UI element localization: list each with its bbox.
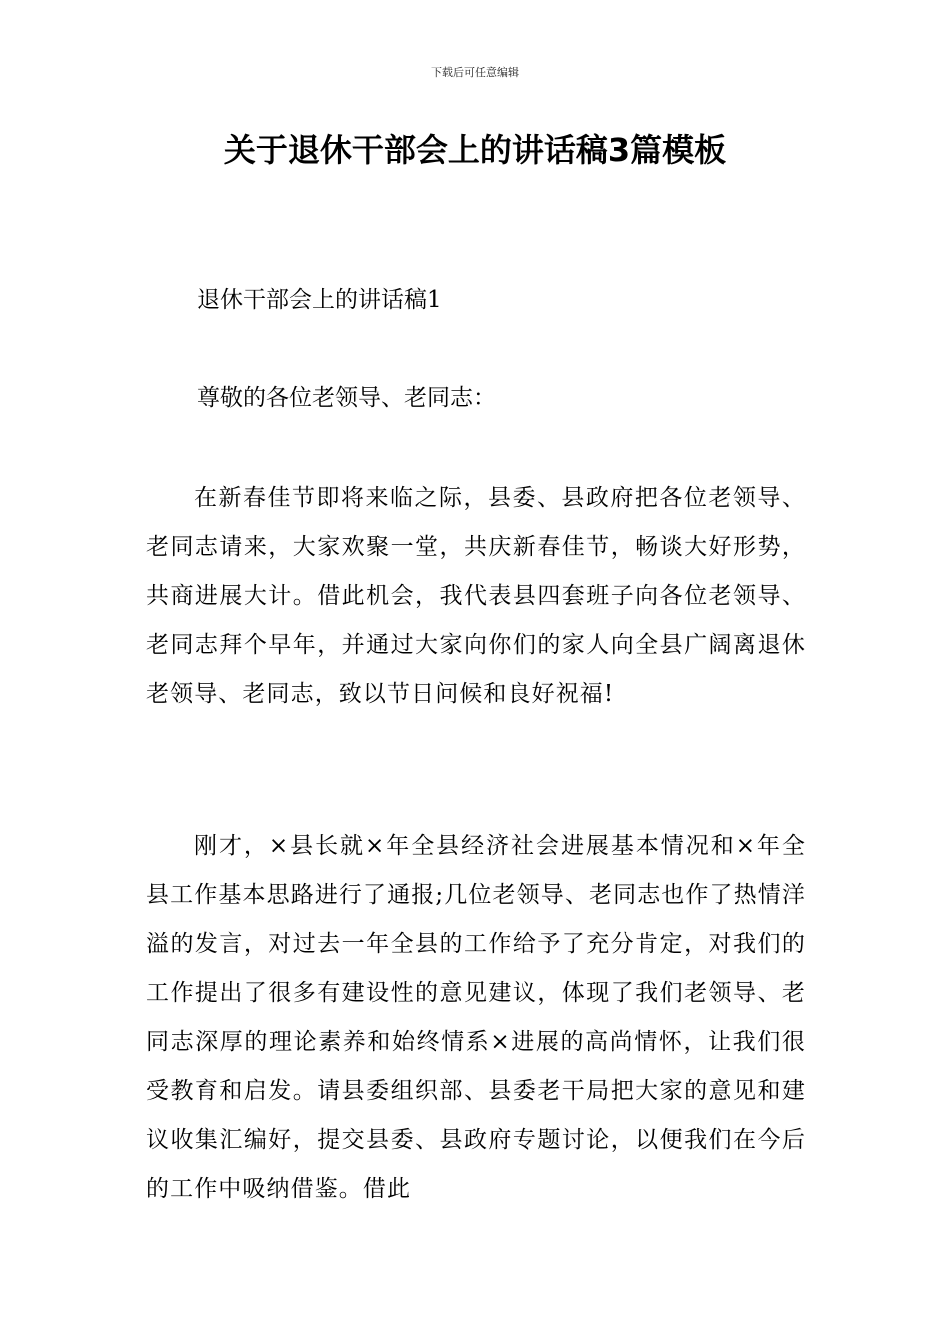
body-paragraph: 在新春佳节即将来临之际，县委、县政府把各位老领导、老同志请来，大家欢聚一堂，共庆新春佳节，畅谈大好形势，共商进展大计。借此机会，我代表县四套班子向各位老领导、老同志拜个早年，并通过大家向你们的家人向全县广阔离退休老领导、老同志，致以节日问候和良好祝福! — [146, 485, 806, 707]
section-heading: 退休干部会上的讲话稿1 — [197, 287, 442, 313]
document-title: 关于退休干部会上的讲话稿3篇模板 — [223, 131, 727, 169]
salutation: 尊敬的各位老领导、老同志： — [197, 385, 496, 411]
body-paragraph: 刚才，×县长就×年全县经济社会进展基本情况和×年全县工作基本思路进行了通报;几位老领导、老同志也作了热情洋溢的发言，对过去一年全县的工作给予了充分肯定，对我们的工作提出了很多有建设性的意见建议，体现了我们老领导、老同志深厚的理论素养和始终情系×进展的高尚情怀，让我们很受教育和启发。请县委组织部、县委老干局把大家的意见和建议收集汇编好，提交县委、县政府专题讨论，以便我们在今后的工作中吸纳借鉴。借此 — [146, 833, 806, 1202]
header-note: 下载后可任意编辑 — [431, 66, 519, 79]
